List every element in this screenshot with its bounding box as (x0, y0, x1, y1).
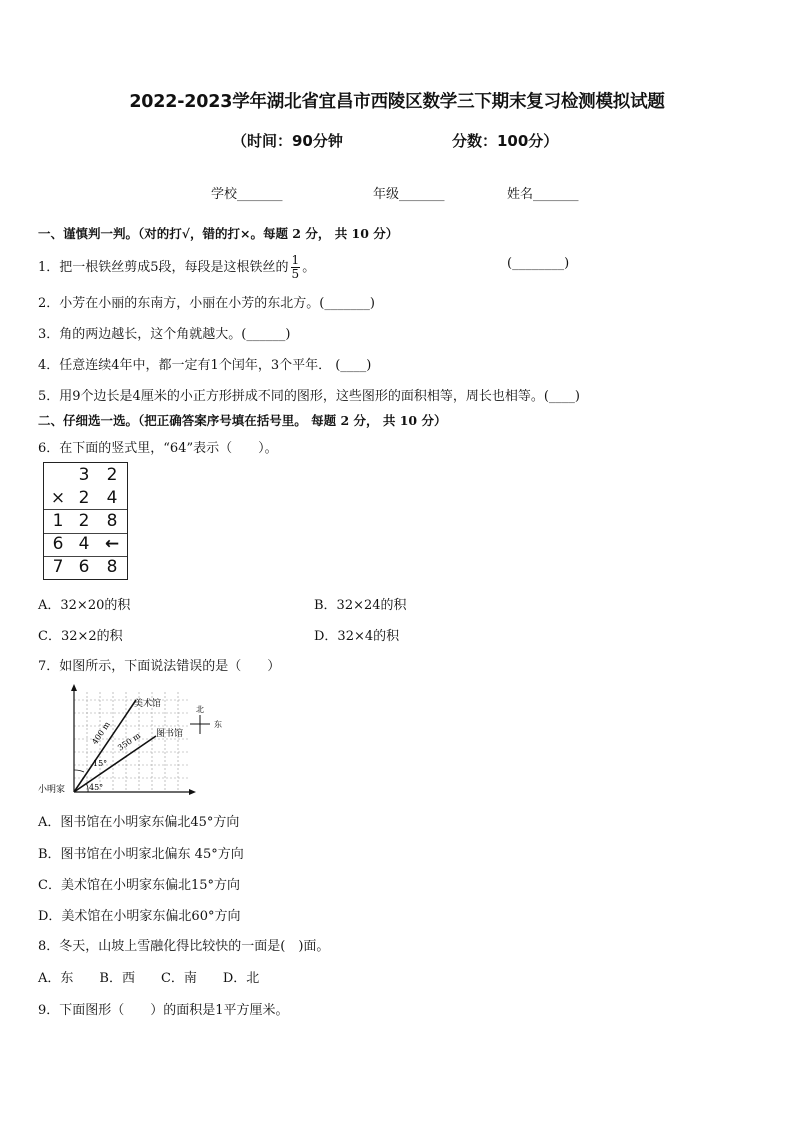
question-4: 4．任意连续4年中，都一定有1个闰年，3个平年． (____) (38, 358, 372, 373)
grid-cell: 4 (78, 534, 90, 554)
question-7: 7．如图所示，下面说法错误的是（ ） (38, 659, 281, 674)
q6-option-b: B．32×24的积 (314, 598, 407, 613)
q7-option-c: C．美术馆在小明家东偏北15°方向 (38, 878, 240, 893)
exam-time: （时间：90分钟 (232, 132, 343, 150)
question-3: 3．角的两边越长，这个角就越大。(______) (38, 327, 291, 342)
grade-field: 年级_______ (373, 187, 445, 202)
section-2-heading: 二、仔细选一选。（把正确答案序号填在括号里。 每题 2 分， 共 10 分） (38, 413, 447, 428)
direction-diagram (38, 682, 238, 802)
q7-option-a: A．图书馆在小明家东偏北45°方向 (38, 815, 240, 830)
grid-cell: 6 (52, 534, 64, 554)
section-1-heading: 一、谨慎判一判。（对的打√，错的打×。每题 2 分， 共 10 分） (38, 226, 399, 241)
art-museum-label: 美术馆 (134, 699, 162, 709)
compass-east-label: 东 (214, 720, 222, 729)
angle-15-label: 15° (93, 759, 108, 768)
q7-option-d: D．美术馆在小明家东偏北60°方向 (38, 909, 241, 924)
exam-score: 分数：100分） (452, 132, 559, 150)
q7-option-b: B．图书馆在小明家北偏东 45°方向 (38, 847, 244, 862)
page-title: 2022-2023学年湖北省宜昌市西陵区数学三下期末复习检测模拟试题 (129, 92, 665, 112)
q6-option-c: C．32×2的积 (38, 629, 123, 644)
grid-cell: 7 (52, 557, 64, 577)
north-arrow-icon (71, 684, 77, 691)
arrow-left-icon: ← (104, 534, 120, 554)
q6-option-d: D．32×4的积 (314, 629, 400, 644)
fraction-one-fifth (291, 254, 301, 281)
question-5: 5．用9个边长是4厘米的小正方形拼成不同的图形，这些图形的面积相等，周长也相等。(____) (38, 389, 580, 404)
grid-cell: 2 (78, 511, 90, 531)
question-1 (38, 254, 315, 281)
grid-cell: × (50, 488, 66, 508)
grid-cell: 2 (106, 465, 118, 485)
fraction-numerator: 1 (291, 253, 300, 267)
library-label: 图书馆 (156, 729, 184, 739)
question-1-answer-blank: (________) (507, 256, 570, 271)
question-1-end: 。 (302, 260, 316, 275)
grid-cell: 2 (78, 488, 90, 508)
grid-cell: 3 (78, 465, 90, 485)
question-6: 6．在下面的竖式里，“64”表示（ ）。 (38, 441, 278, 456)
east-arrow-icon (189, 789, 196, 795)
name-field: 姓名_______ (507, 187, 579, 202)
q8-options: A．东 B．西 C．南 D．北 (38, 971, 260, 986)
multiplication-grid (43, 462, 128, 580)
question-9: 9．下面图形（ ）的面积是1平方厘米。 (38, 1003, 289, 1018)
fraction-denominator: 5 (291, 267, 300, 281)
q6-option-a: A．32×20的积 (38, 598, 131, 613)
angle-45-label: 45° (89, 783, 104, 792)
home-label: 小明家 (38, 785, 66, 795)
grid-cell: 1 (52, 511, 64, 531)
grid-cell: 6 (78, 557, 90, 577)
question-2: 2．小芳在小丽的东南方，小丽在小芳的东北方。(_______) (38, 296, 375, 311)
angle-arc-15 (74, 770, 84, 772)
grid-cell: 8 (106, 511, 118, 531)
angle-arc-45 (86, 783, 88, 792)
compass-north-label: 北 (196, 705, 204, 714)
grid-cell: 4 (106, 488, 118, 508)
school-field: 学校_______ (211, 187, 283, 202)
art-distance-label: 400 m (90, 720, 112, 747)
library-distance-label: 350 m (116, 730, 143, 753)
question-1-text: 1．把一根铁丝剪成5段，每段是这根铁丝的 (38, 260, 289, 275)
question-8: 8．冬天，山坡上雪融化得比较快的一面是( )面。 (38, 939, 330, 954)
grid-cell: 8 (106, 557, 118, 577)
